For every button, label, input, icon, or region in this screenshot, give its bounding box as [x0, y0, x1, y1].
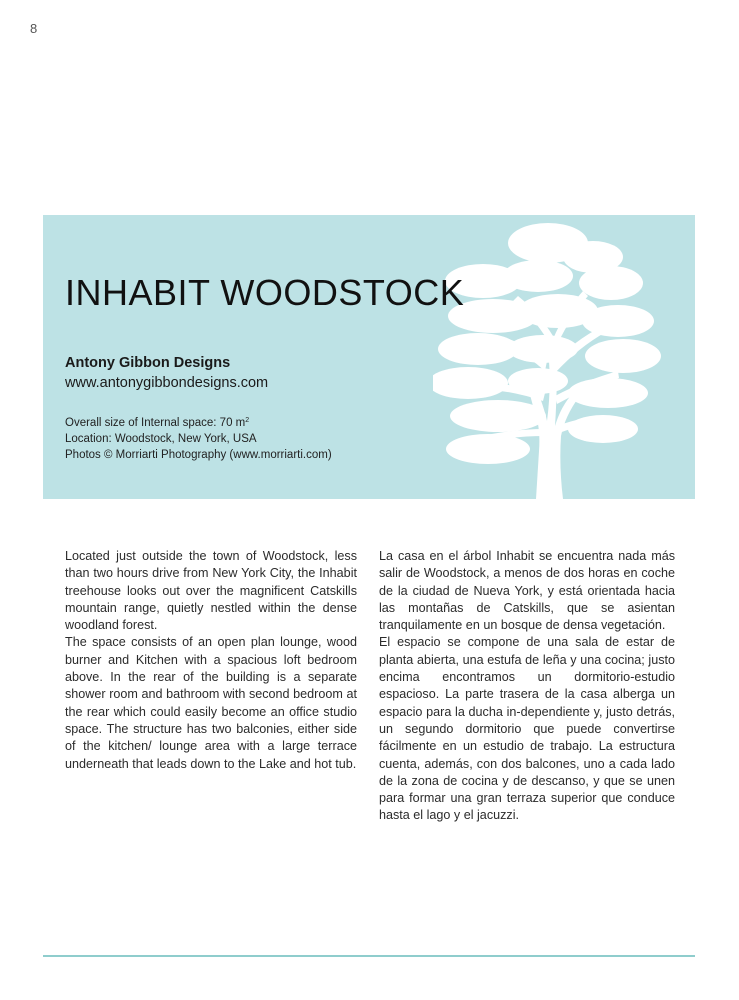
internal-size	[65, 413, 332, 431]
project-title: INHABIT WOODSTOCK	[65, 272, 465, 313]
english-paragraph-1: Located just outside the town of Woodstock, less than two hours drive from New York City, the Inhabit treehouse looks out over the magnificent Catskills mountain range, quietly nestled within the dense woodland forest.	[65, 549, 357, 633]
project-banner	[43, 215, 695, 499]
designer-website-link[interactable]: www.antonygibbondesigns.com	[65, 375, 269, 391]
page-number: 8	[30, 21, 38, 36]
english-text-column	[65, 548, 357, 773]
spanish-paragraph-1: La casa en el árbol Inhabit se encuentra nada más salir de Woodstock, a menos de dos horas en coche de la ciudad de Nueva York, y está orientada hacia las montañas de Catskills, que se asientan tranquilamente en un bosque de densa vegetación.	[379, 549, 675, 633]
photo-credit: Photos © Morriarti Photography (www.morriarti.com)	[65, 449, 332, 461]
spanish-text-column	[379, 548, 675, 825]
tree-silhouette-icon	[433, 221, 663, 499]
footer-divider	[43, 955, 695, 957]
square-superscript: 2	[245, 417, 250, 424]
spanish-paragraph-2: El espacio se compone de una sala de estar de planta abierta, una estufa de leña y una cocina; justo encima encontramos un dormitorio-estudio espacioso. La parte trasera de la casa alberga un espacio para la ducha in-dependiente y, justo detrás, un segundo dormitorio que puede convertirse fácilmente en un estudio de trabajo. La estructura cuenta, además, con dos balcones, uno a cada lado de la zona de cocina y de descanso, y que se unen para formar una gran terraza superior que conduce hasta el lago y el jacuzzi.	[379, 635, 675, 823]
internal-size-text: Overall size of Internal space: 70 m	[65, 417, 246, 429]
project-location: Location: Woodstock, New York, USA	[65, 433, 257, 445]
designer-name: Antony Gibbon Designs	[65, 355, 231, 371]
project-facts	[65, 413, 332, 463]
english-paragraph-2: The space consists of an open plan lounge, wood burner and Kitchen with a spacious loft bedroom above. In the rear of the building is a separate shower room and bathroom with second bedroom at the rear which could easily become an office studio space. The structure has two balconies, either side of the kitchen/ lounge area with a large terrace underneath that leads down to the Lake and hot tub.	[65, 635, 357, 771]
